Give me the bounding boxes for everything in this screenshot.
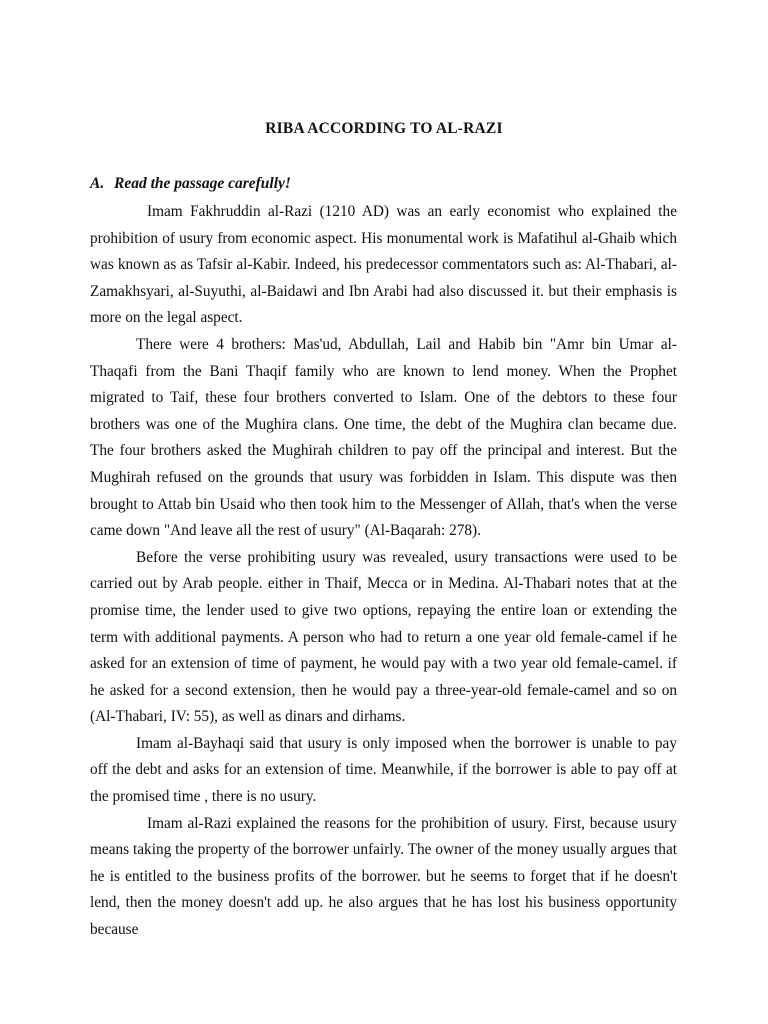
paragraph-2: There were 4 brothers: Mas'ud, Abdullah, Lail and Habib bin "Amr bin Umar al-Thaqafi from the Bani Thaqif family who are known to lend money. When the Prophet migrated to Taif, these four brothers converted to Islam. One of the debtors to these four brothers was one of the Mughira clans. One time, the debt of the Mughira clan became due. The four brothers asked the Mughirah children to pay off the principal and interest. But the Mughirah refused on the grounds that usury was forbidden in Islam. This dispute was then brought to Attab bin Usaid who then took him to the Messenger of Allah, that's when the verse came down "And leave all the rest of usury" (Al-Baqarah: 278). (90, 335, 677, 540)
paragraph-1: Imam Fakhruddin al-Razi (1210 AD) was an early economist who explained the prohibition of usury from economic aspect. His monumental work is Mafatihul al-Ghaib which was known as as Tafsir al-Kabir. Indeed, his predecessor commentators such as: Al-Thabari, al-Zamakhsyari, al-Suyuthi, al-Baidawi and Ibn Arabi had also discussed it. but their emphasis is more on the legal aspect. (90, 203, 677, 327)
section-letter: A. (90, 175, 105, 192)
paragraph-5: Imam al-Razi explained the reasons for the prohibition of usury. First, because usury means taking the property of the borrower unfairly. The owner of the money usually argues that he is entitled to the business profits of the borrower. but he seems to forget that if he doesn't lend, then the money doesn't add up. he also argues that he has lost his business opportunity because (90, 814, 677, 939)
passage-body (90, 199, 677, 944)
section-heading (90, 175, 291, 193)
document-title: RIBA ACCORDING TO AL-RAZI (265, 120, 503, 137)
paragraph-4: Imam al-Bayhaqi said that usury is only imposed when the borrower is unable to pay off the debt and asks for an extension of time. Meanwhile, if the borrower is able to pay off at the promised time , there is no usury. (90, 734, 677, 806)
section-heading-text: Read the passage carefully! (114, 175, 291, 192)
paragraph-3: Before the verse prohibiting usury was revealed, usury transactions were used to be carried out by Arab people. either in Thaif, Mecca or in Medina. Al-Thabari notes that at the promise time, the lender used to give two options, repaying the entire loan or extending the term with additional payments. A person who had to return a one year old female-camel if he asked for an extension of time of payment, he would pay with a two year old female-camel. if he asked for a second extension, then he would pay a three-year-old female-camel and so on (Al-Thabari, IV: 55), as well as dinars and dirhams. (90, 548, 677, 726)
